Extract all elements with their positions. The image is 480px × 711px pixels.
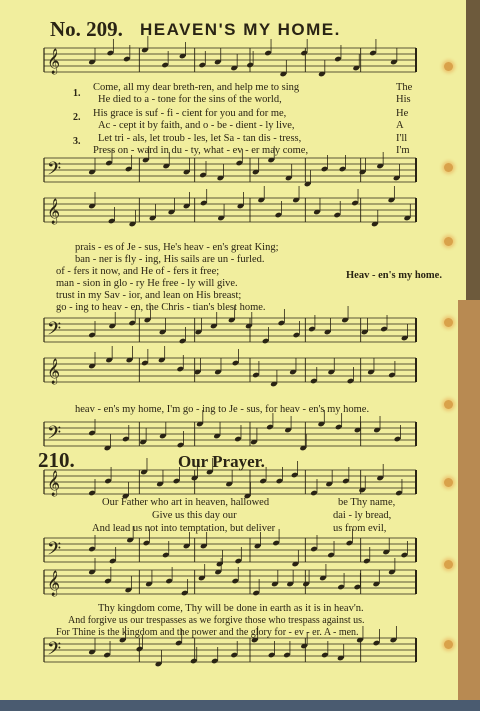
bass-staff	[44, 156, 416, 188]
svg-text:𝄞: 𝄞	[47, 49, 61, 74]
treble-staff	[44, 468, 416, 500]
svg-text:𝄢: 𝄢	[47, 319, 62, 344]
bass-staff	[44, 316, 416, 348]
lyric-line: His grace is suf - fi - cient for you and for me,	[93, 108, 287, 119]
lyric-line: The	[396, 82, 413, 93]
svg-text:𝄢: 𝄢	[47, 639, 62, 664]
lyric-line: of - fers it now, and He of - fers it free;	[56, 266, 220, 277]
lyric-line: trust in my Sav - ior, and lean on His breast;	[56, 290, 242, 301]
prayer-line-end: dai - ly bread,	[333, 510, 392, 521]
prayer-line: And forgive us our trespasses as we forgive those who trespass against us.	[68, 615, 365, 626]
hymn-number: 210.	[38, 448, 75, 472]
lyric-line: go - ing to heav - en, the Chris - tian's blest home.	[56, 302, 266, 313]
book-edge	[458, 300, 480, 705]
lyric-line: ban - ner is fly - ing, His sails are un - furled.	[75, 254, 265, 265]
verse-number: 2.	[73, 112, 81, 123]
bass-staff	[44, 636, 416, 668]
lyric-line: I'll	[396, 133, 408, 144]
treble-staff	[44, 568, 416, 600]
treble-staff	[44, 356, 416, 388]
lyric-line: prais - es of Je - sus, He's heav - en's great King;	[75, 242, 279, 253]
hymn-title: Our Prayer.	[178, 452, 265, 471]
binding-hole	[444, 62, 453, 71]
svg-text:𝄞: 𝄞	[47, 471, 61, 496]
refrain-line: heav - en's my home, I'm go - ing to Je - sus, for heav - en's my home.	[75, 404, 370, 415]
svg-text:𝄞: 𝄞	[47, 199, 61, 224]
hymn-number: No. 209.	[50, 17, 123, 41]
binding-hole	[444, 478, 453, 487]
binding-hole	[444, 640, 453, 649]
lyric-line: He died to a - tone for the sins of the world,	[98, 94, 282, 105]
hymn-title: HEAVEN'S MY HOME.	[140, 20, 341, 39]
refrain-side-label: Heav - en's my home.	[346, 270, 442, 281]
prayer-line: And lead us not into temptation, but deliver	[92, 523, 276, 534]
binding-hole	[444, 560, 453, 569]
prayer-line: Our Father who art in heaven, hallowed	[102, 497, 270, 508]
prayer-line-end: us from evil,	[333, 523, 387, 534]
lyric-line: His	[396, 94, 411, 105]
svg-text:𝄞: 𝄞	[47, 571, 61, 596]
svg-text:𝄢: 𝄢	[47, 159, 62, 184]
lyric-line: man - sion in glo - ry He free - ly will give.	[56, 278, 238, 289]
verse-number: 3.	[73, 136, 81, 147]
bass-staff	[44, 536, 416, 568]
lyric-line: I'm	[396, 145, 410, 156]
treble-staff	[44, 46, 416, 78]
prayer-line-end: be Thy name,	[338, 497, 396, 508]
verse-number: 1.	[73, 88, 81, 99]
binding-hole	[444, 318, 453, 327]
lyric-line: Come, all my dear breth-ren, and help me to sing	[93, 82, 300, 93]
treble-staff	[44, 196, 416, 228]
background-strip	[0, 700, 480, 711]
lyric-line: Press on - ward in du - ty, what - ev - er may come,	[93, 145, 309, 156]
svg-text:𝄢: 𝄢	[47, 539, 62, 564]
lyric-line: Let tri - als, let troub - les, let Sa - tan dis - tress,	[98, 133, 302, 144]
binding-hole	[444, 400, 453, 409]
prayer-line: Thy kingdom come, Thy will be done in earth as it is in heav'n.	[98, 603, 364, 614]
prayer-line: Give us this day our	[152, 510, 237, 521]
bass-staff	[44, 420, 416, 452]
binding-hole	[444, 163, 453, 172]
svg-text:𝄢: 𝄢	[47, 423, 62, 448]
lyric-line: A	[396, 120, 404, 131]
lyric-line: Ac - cept it by faith, and o - be - dient - ly live,	[98, 120, 295, 131]
prayer-line: For Thine is the kingdom and the power and the glory for - ev - er. A - men.	[56, 627, 359, 638]
svg-text:𝄞: 𝄞	[47, 359, 61, 384]
lyric-line: He	[396, 108, 409, 119]
binding-hole	[444, 237, 453, 246]
